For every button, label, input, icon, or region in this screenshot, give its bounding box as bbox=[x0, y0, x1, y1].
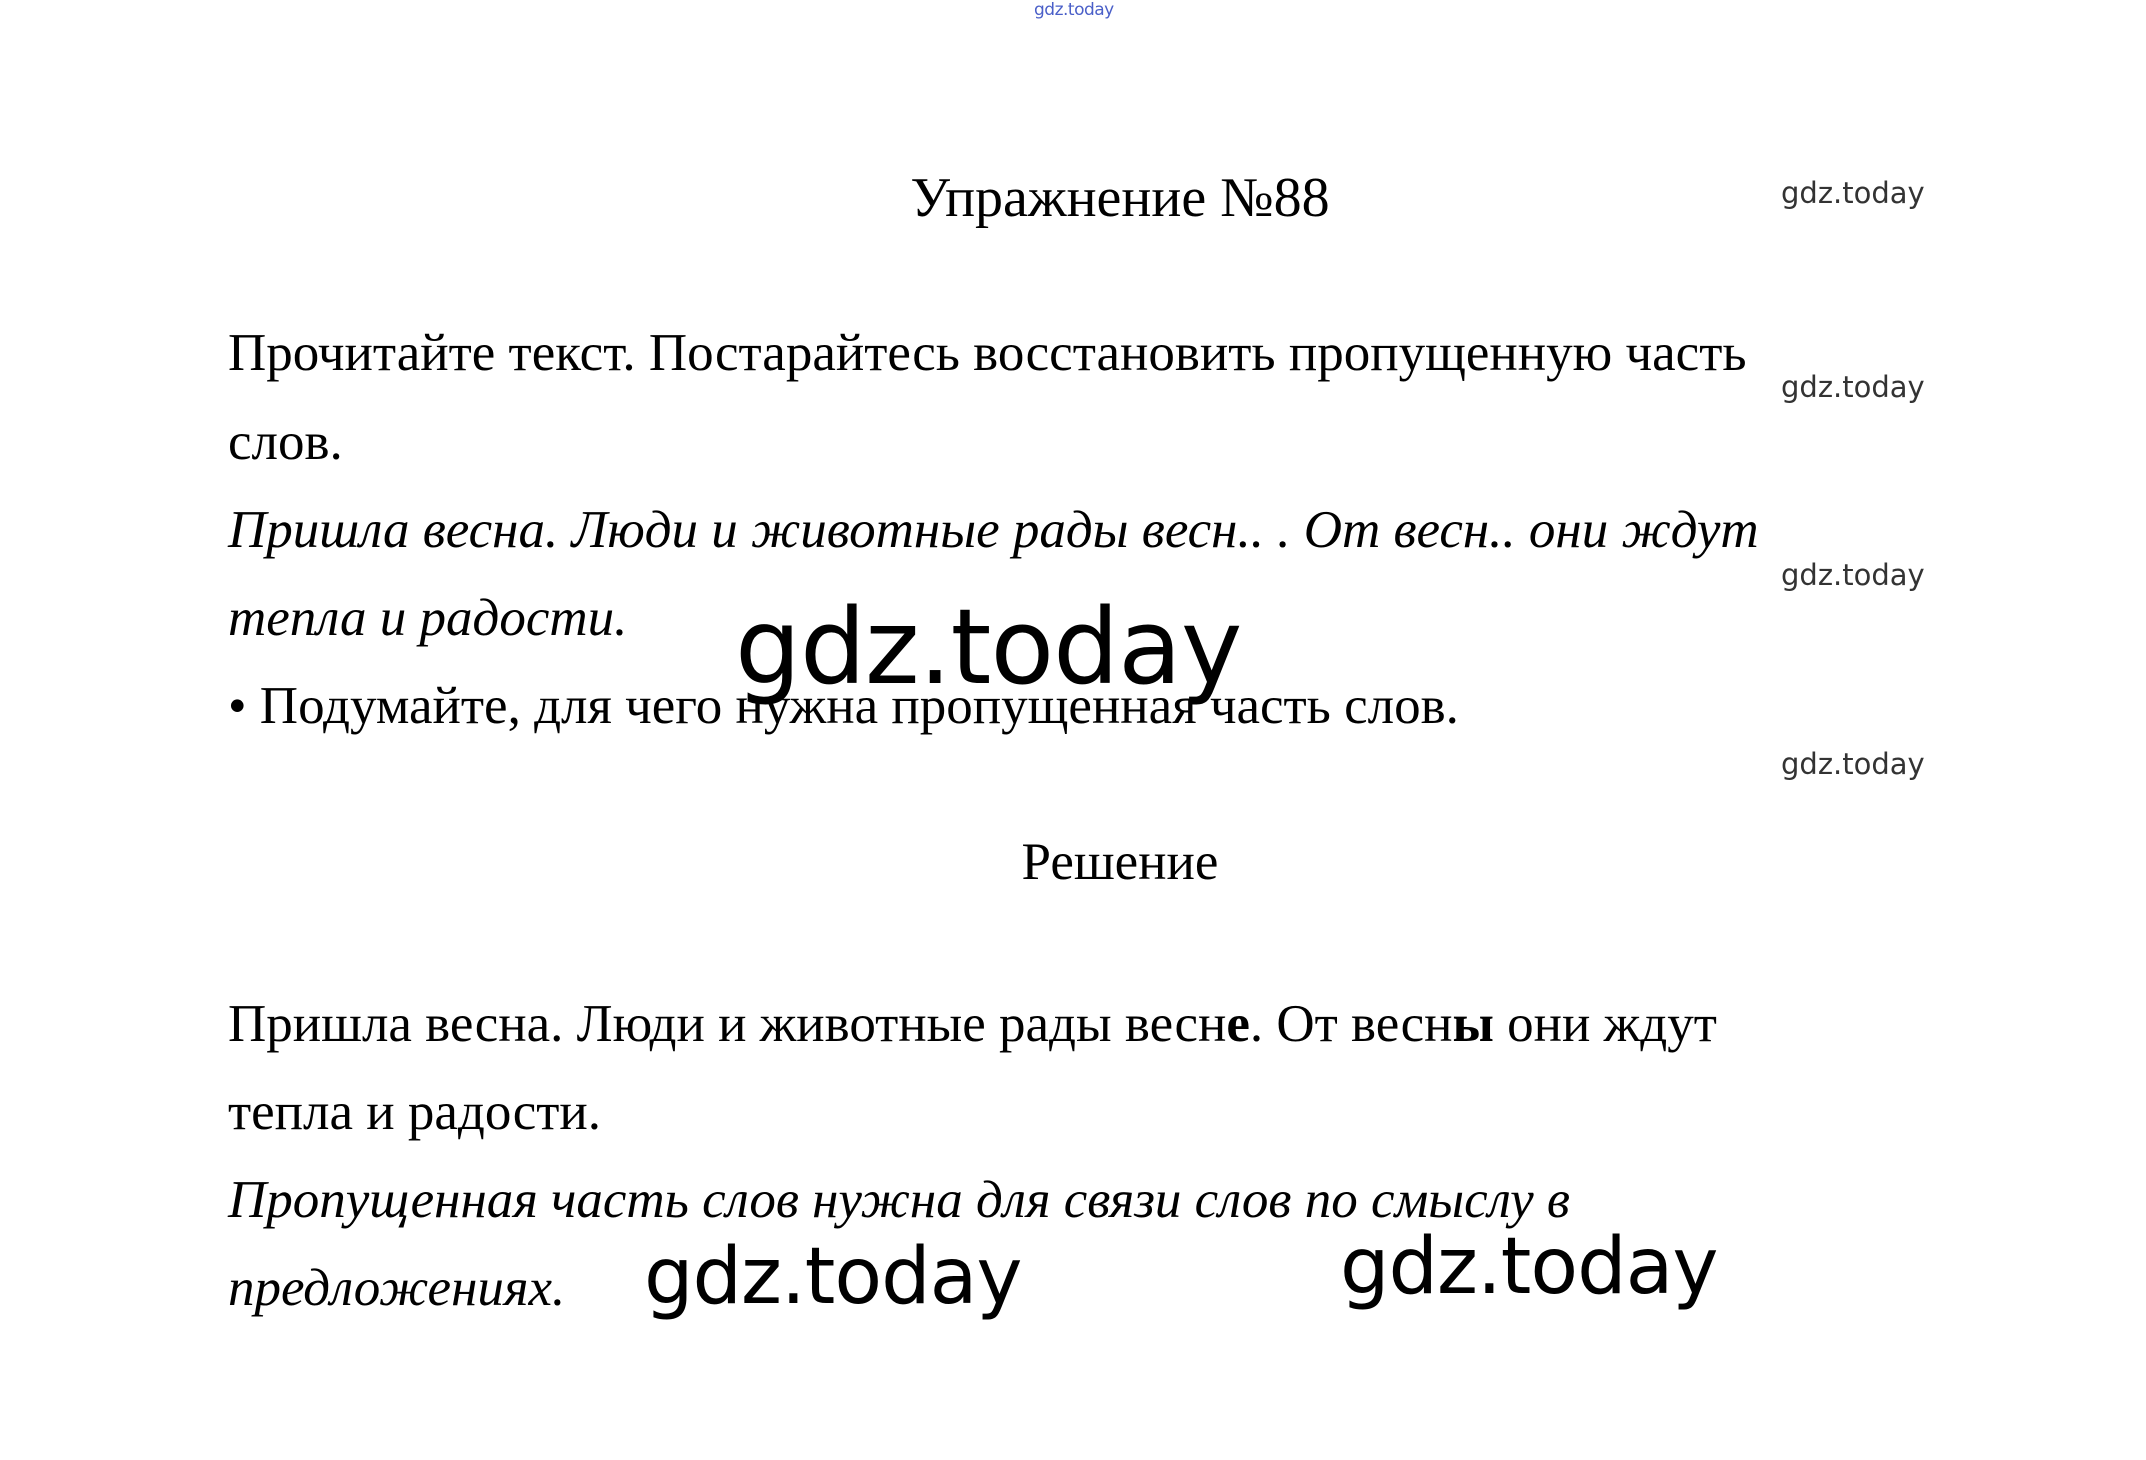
watermark-large-1: gdz.today bbox=[735, 586, 1242, 708]
task-text-line-2: слов. bbox=[228, 413, 343, 471]
explanation-line-2: предложениях. bbox=[228, 1259, 566, 1317]
watermark-large-3: gdz.today bbox=[1340, 1222, 1718, 1312]
solution-segment-a: Пришла весна. Люди и животные рады весн bbox=[228, 995, 1227, 1053]
task-text-line-1: Прочитайте текст. Постарайтесь восстановить пропущенную часть bbox=[228, 324, 1747, 382]
page-title: Упражнение №88 bbox=[910, 167, 1330, 229]
solution-text-line-1 bbox=[228, 994, 1717, 1054]
example-text-line-1: Пришла весна. Люди и животные рады весн.. . От весн.. они ждут bbox=[228, 501, 1759, 559]
restored-ending-1: е bbox=[1226, 995, 1250, 1053]
task-question: • Подумайте, для чего нужна пропущенная часть слов. bbox=[228, 677, 1459, 735]
example-text-line-2: тепла и радости. bbox=[228, 589, 628, 647]
watermark-right-4: gdz.today bbox=[1781, 747, 1925, 781]
watermark-right-3: gdz.today bbox=[1781, 558, 1925, 592]
solution-segment-e: они ждут bbox=[1493, 995, 1717, 1053]
explanation-line-1: Пропущенная часть слов нужна для связи слов по смыслу в bbox=[228, 1171, 1570, 1229]
restored-ending-2: ы bbox=[1452, 995, 1494, 1053]
solution-segment-c: . От весн bbox=[1249, 995, 1453, 1053]
top-watermark: gdz.today bbox=[1034, 0, 1114, 20]
solution-heading: Решение bbox=[1021, 833, 1219, 891]
watermark-large-2: gdz.today bbox=[644, 1232, 1022, 1322]
watermark-right-1: gdz.today bbox=[1781, 176, 1925, 210]
solution-text-line-2: тепла и радости. bbox=[228, 1083, 601, 1141]
watermark-right-2: gdz.today bbox=[1781, 370, 1925, 404]
